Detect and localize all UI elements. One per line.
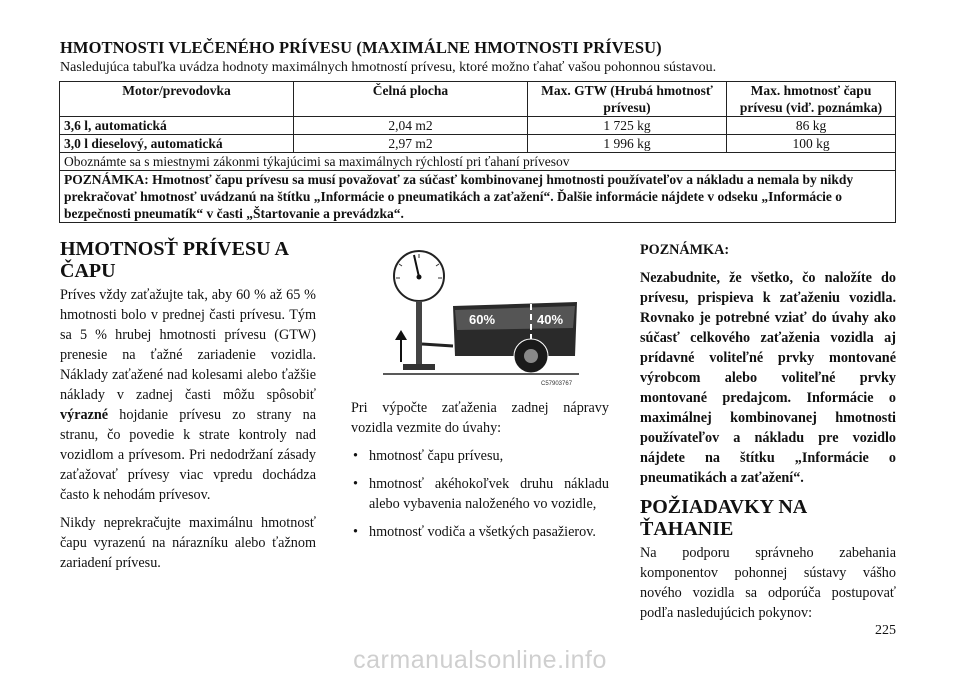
paragraph-break-in: Na podporu správneho zabehania komponentov pohonnej sústavy vášho nového vozidla sa odporúča postupovať podľa nasledujúcich pokynov: — [640, 545, 896, 621]
trailer-weight-illustration — [381, 244, 581, 391]
paragraph-text: Príves vždy zaťažujte tak, aby 60 % až 65 % hmotnosti bolo v prednej časti prívesu. Tým sa 5 % hrubej hmotnosti prívesu (GTW) prenesie na ťažné zariadenie vozidla. Náklady zaťažené nad kolesami alebo ťažšie náklady v zadnej časti môžu spôsobiť — [60, 287, 316, 403]
cell-max-gtw: 1 996 kg — [528, 135, 727, 153]
rear-weight-label: 40% — [537, 312, 564, 327]
cell-frontal-area: 2,04 m2 — [294, 117, 528, 135]
column-header-frontal-area: Čelná plocha — [294, 82, 528, 117]
left-column — [60, 238, 316, 581]
gauge-pivot — [417, 275, 422, 280]
cell-max-gtw: 1 725 kg — [528, 117, 727, 135]
cell-engine: 3,0 l dieselový, automatická — [60, 135, 294, 153]
trailer-tongue — [422, 344, 453, 346]
table-row — [60, 135, 896, 153]
paragraph-tongue-limit: Nikdy neprekračujte maximálnu hmotnosť čapu vyrazenú na nárazníku alebo ťažnom zariadení prívesu. — [60, 515, 316, 571]
rear-axle-intro: Pri výpočte zaťaženia zadnej nápravy vozidla vezmite do úvahy: — [351, 400, 609, 436]
paragraph-load-distribution — [60, 285, 316, 505]
cell-max-tongue-weight: 100 kg — [727, 135, 896, 153]
section-heading-towing-requirements: POŽIADAVKY NA ŤAHANIE — [640, 496, 807, 540]
watermark-text: carmanualsonline.info — [353, 646, 607, 674]
scale-base — [403, 364, 435, 370]
table-note-text: POZNÁMKA: Hmotnosť čapu prívesu sa musí považovať za súčasť kombinovanej hmotnosti používateľov a nákladu a nemala by nikdy prekračovať hmotnosť uvádzanú na štítku „Informácie o pneumatikách a zaťažení“. Ďalšie informácie nájdete v odseku „Informácie o bezpečnosti pneumatík“ v časti „Štartovanie a prevádzka“. — [60, 171, 896, 223]
list-item: • hmotnosť čapu prívesu, — [351, 446, 609, 466]
page-title: HMOTNOSTI VLEČENÉHO PRÍVESU (MAXIMÁLNE HMOTNOSTI PRÍVESU) — [60, 38, 662, 57]
column-header-max-gtw: Max. GTW (Hrubá hmotnosť prívesu) — [528, 82, 727, 117]
scale-post — [416, 301, 422, 366]
table-note-row — [60, 171, 896, 223]
table-header-row — [60, 82, 896, 117]
note-title: POZNÁMKA: — [640, 242, 730, 258]
intro-text: Nasledujúca tabuľka uvádza hodnoty maximálnych hmotností prívesu, ktoré možno ťahať vašou pohonnou sústavou. — [60, 60, 717, 75]
list-item: • hmotnosť akéhokoľvek druhu nákladu alebo vybavenia naloženého vo vozidle, — [351, 474, 609, 514]
arrow-up-head — [395, 330, 407, 340]
rear-axle-factors-list — [351, 446, 609, 542]
column-header-max-tongue-weight: Max. hmotnosť čapu prívesu (viď. poznámka) — [727, 82, 896, 117]
right-column — [640, 240, 896, 631]
emphasis-text: výrazné — [60, 407, 109, 423]
table-footer-text: Oboznámte sa s miestnymi zákonmi týkajúcimi sa maximálnych rýchlostí pri ťahaní prívesov — [60, 153, 896, 171]
cell-max-tongue-weight: 86 kg — [727, 117, 896, 135]
list-item: • hmotnosť vodiča a všetkých pasažierov. — [351, 522, 609, 542]
front-weight-label: 60% — [469, 312, 496, 327]
cell-frontal-area: 2,97 m2 — [294, 135, 528, 153]
wheel-hub — [524, 349, 538, 363]
trailer-weight-table — [59, 81, 896, 223]
middle-column — [351, 398, 609, 550]
column-header-engine: Motor/prevodovka — [60, 82, 294, 117]
figure-code: C57903767 — [541, 381, 573, 387]
cell-engine: 3,6 l, automatická — [60, 117, 294, 135]
section-heading-trailer-tongue-weight: HMOTNOSŤ PRÍVESU A ČAPU — [60, 238, 288, 282]
page-number: 225 — [875, 623, 896, 638]
note-body: Nezabudnite, že všetko, čo naložíte do prívesu, prispieva k zaťaženiu vozidla. Rovnako je potrebné vziať do úvahy ako súčasť celkového zaťaženia vozidla aj prídavné voliteľné prvky montované výrobcom alebo voliteľné prvky montované predajcom. Informácie o maximálnej kombinovanej hmotnosti používateľov a nákladu pre vozidlo nájdete na štítku „Informácie o pneumatikách a zaťažení“. — [640, 270, 896, 486]
paragraph-text: hojdanie prívesu zo strany na stranu, čo povedie k strate kontroly nad vozidlom a prívesom. Pri nedodržaní zásady zaťažovať prívesy viac vpredu dochádza často k nehodám prívesov. — [60, 407, 316, 503]
table-footer-row — [60, 153, 896, 171]
table-row — [60, 117, 896, 135]
